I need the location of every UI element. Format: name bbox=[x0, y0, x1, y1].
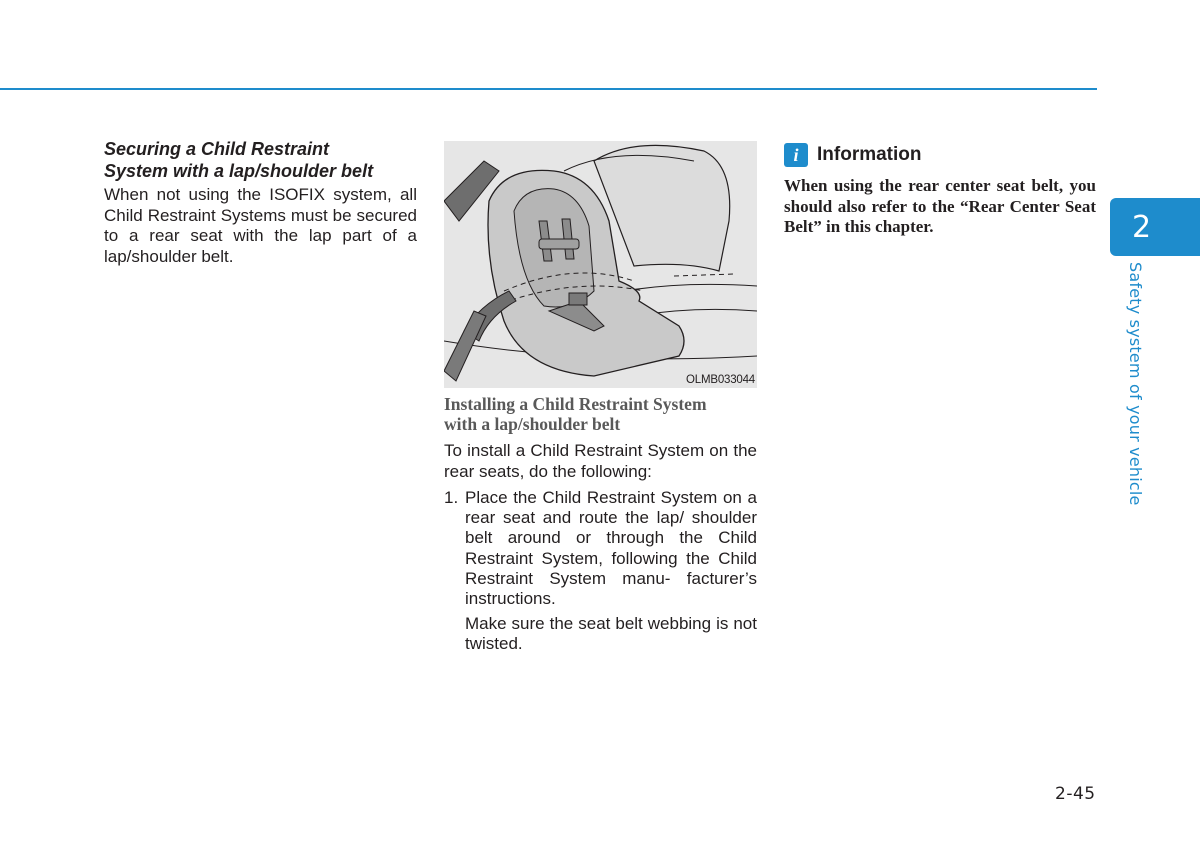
section-heading-line2: System with a lap/shoulder belt bbox=[104, 161, 374, 181]
information-title: Information bbox=[817, 144, 922, 165]
information-header bbox=[784, 143, 1096, 167]
section-heading bbox=[104, 138, 417, 182]
step-note: Make sure the seat belt webbing is not twisted. bbox=[465, 614, 757, 654]
chapter-title: Safety system of your vehicle bbox=[1126, 262, 1145, 506]
figure-caption-line1: Installing a Child Restraint System bbox=[444, 394, 707, 414]
chapter-number: 2 bbox=[1132, 209, 1152, 245]
step-text: Place the Child Restraint System on a rear seat and route the lap/ shoulder belt around or through the Child Restraint System, following the Child Restraint System manu- facturer’s instructions. bbox=[465, 488, 757, 609]
child-seat-illustration bbox=[444, 141, 757, 388]
child-seat-drawing bbox=[444, 141, 757, 388]
info-icon: i bbox=[784, 143, 808, 167]
column-middle bbox=[444, 141, 757, 655]
section-heading-line1: Securing a Child Restraint bbox=[104, 139, 330, 159]
list-item bbox=[444, 488, 757, 609]
column-left bbox=[104, 138, 417, 267]
section-body: When not using the ISOFIX system, all Child Restraint Systems must be secured to a rear seat with the lap part of a lap/shoulder belt. bbox=[104, 185, 417, 266]
figure-caption bbox=[444, 394, 757, 434]
figure-caption-line2: with a lap/shoulder belt bbox=[444, 414, 621, 434]
page-number: 2-45 bbox=[1055, 784, 1096, 804]
install-intro: To install a Child Restraint System on the rear seats, do the following: bbox=[444, 441, 757, 481]
chapter-number-tab bbox=[1110, 198, 1200, 256]
step-number: 1. bbox=[444, 488, 459, 507]
header-rule bbox=[0, 88, 1097, 90]
column-right bbox=[784, 143, 1096, 238]
chapter-title-vertical bbox=[1126, 262, 1150, 506]
information-text: When using the rear center seat belt, you should also refer to the “Rear Center Seat Belt” in this chapter. bbox=[784, 176, 1096, 236]
figure-code: OLMB033044 bbox=[686, 374, 755, 386]
